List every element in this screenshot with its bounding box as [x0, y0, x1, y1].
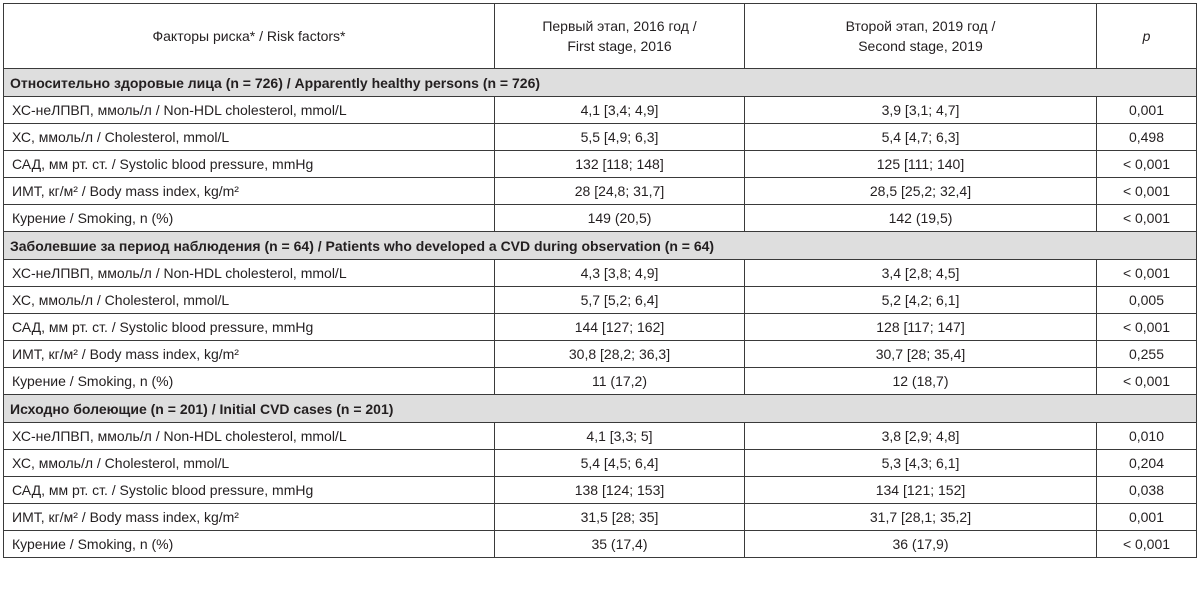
table-row [4, 124, 1197, 151]
table-row [4, 151, 1197, 178]
table-row [4, 341, 1197, 368]
p-value-cell: < 0,001 [1097, 368, 1197, 395]
stage1-cell: 5,5 [4,9; 6,3] [495, 124, 745, 151]
stage2-cell: 5,2 [4,2; 6,1] [745, 287, 1097, 314]
stage2-cell: 128 [117; 147] [745, 314, 1097, 341]
stage2-cell: 3,4 [2,8; 4,5] [745, 260, 1097, 287]
group-header-row [4, 69, 1197, 97]
p-value-cell: < 0,001 [1097, 151, 1197, 178]
group-header-row [4, 232, 1197, 260]
group-title: Исходно болеющие (n = 201) / Initial CVD cases (n = 201) [4, 395, 1197, 423]
p-value-cell: 0,204 [1097, 450, 1197, 477]
stage2-cell: 5,4 [4,7; 6,3] [745, 124, 1097, 151]
stage1-cell: 138 [124; 153] [495, 477, 745, 504]
p-value-cell: 0,498 [1097, 124, 1197, 151]
stage1-cell: 30,8 [28,2; 36,3] [495, 341, 745, 368]
stage2-cell: 5,3 [4,3; 6,1] [745, 450, 1097, 477]
table-row [4, 423, 1197, 450]
stage2-cell: 30,7 [28; 35,4] [745, 341, 1097, 368]
stage1-cell: 4,1 [3,4; 4,9] [495, 97, 745, 124]
stage1-cell: 4,3 [3,8; 4,9] [495, 260, 745, 287]
stage1-cell: 5,7 [5,2; 6,4] [495, 287, 745, 314]
group-header-row [4, 395, 1197, 423]
p-value-cell: 0,001 [1097, 504, 1197, 531]
stage1-cell: 5,4 [4,5; 6,4] [495, 450, 745, 477]
p-value-cell: < 0,001 [1097, 178, 1197, 205]
p-value-cell: 0,005 [1097, 287, 1197, 314]
table-row [4, 504, 1197, 531]
stage2-cell: 3,8 [2,9; 4,8] [745, 423, 1097, 450]
table-header-row [4, 4, 1197, 69]
stage1-cell: 28 [24,8; 31,7] [495, 178, 745, 205]
stage2-cell: 36 (17,9) [745, 531, 1097, 558]
stage2-cell: 142 (19,5) [745, 205, 1097, 232]
table-row [4, 450, 1197, 477]
table-row [4, 260, 1197, 287]
group-title: Заболевшие за период наблюдения (n = 64) / Patients who developed a CVD during observation (n = 64) [4, 232, 1197, 260]
factor-cell: ИМТ, кг/м² / Body mass index, kg/m² [4, 341, 495, 368]
stage1-cell: 35 (17,4) [495, 531, 745, 558]
table-row [4, 368, 1197, 395]
header-stage1 [495, 4, 745, 69]
p-value-cell: < 0,001 [1097, 314, 1197, 341]
factor-cell: ХС-неЛПВП, ммоль/л / Non-HDL cholesterol, mmol/L [4, 260, 495, 287]
p-value-cell: < 0,001 [1097, 205, 1197, 232]
table-row [4, 314, 1197, 341]
p-value-cell: 0,010 [1097, 423, 1197, 450]
p-value-cell: 0,038 [1097, 477, 1197, 504]
factor-cell: ИМТ, кг/м² / Body mass index, kg/m² [4, 178, 495, 205]
p-value-cell: < 0,001 [1097, 260, 1197, 287]
factor-cell: ИМТ, кг/м² / Body mass index, kg/m² [4, 504, 495, 531]
factor-cell: ХС, ммоль/л / Cholesterol, mmol/L [4, 287, 495, 314]
factor-cell: ХС-неЛПВП, ммоль/л / Non-HDL cholesterol, mmol/L [4, 97, 495, 124]
factor-cell: ХС-неЛПВП, ммоль/л / Non-HDL cholesterol, mmol/L [4, 423, 495, 450]
risk-factors-table [3, 3, 1197, 558]
p-value-cell: 0,255 [1097, 341, 1197, 368]
p-value-cell: 0,001 [1097, 97, 1197, 124]
stage1-cell: 132 [118; 148] [495, 151, 745, 178]
stage2-cell: 3,9 [3,1; 4,7] [745, 97, 1097, 124]
p-value-cell: < 0,001 [1097, 531, 1197, 558]
stage2-cell: 31,7 [28,1; 35,2] [745, 504, 1097, 531]
stage2-cell: 125 [111; 140] [745, 151, 1097, 178]
factor-cell: САД, мм рт. ст. / Systolic blood pressure, mmHg [4, 314, 495, 341]
header-p: p [1097, 4, 1197, 69]
factor-cell: ХС, ммоль/л / Cholesterol, mmol/L [4, 124, 495, 151]
stage1-cell: 11 (17,2) [495, 368, 745, 395]
table-row [4, 178, 1197, 205]
header-stage2 [745, 4, 1097, 69]
stage1-cell: 4,1 [3,3; 5] [495, 423, 745, 450]
factor-cell: ХС, ммоль/л / Cholesterol, mmol/L [4, 450, 495, 477]
stage1-cell: 144 [127; 162] [495, 314, 745, 341]
stage2-cell: 28,5 [25,2; 32,4] [745, 178, 1097, 205]
factor-cell: Курение / Smoking, n (%) [4, 205, 495, 232]
factor-cell: Курение / Smoking, n (%) [4, 531, 495, 558]
table-row [4, 477, 1197, 504]
header-stage2-line1: Второй этап, 2019 год / [845, 18, 996, 34]
table-row [4, 287, 1197, 314]
table-row [4, 531, 1197, 558]
factor-cell: САД, мм рт. ст. / Systolic blood pressure, mmHg [4, 151, 495, 178]
table-body [4, 69, 1197, 558]
header-stage1-line1: Первый этап, 2016 год / [542, 18, 697, 34]
header-stage1-line2: First stage, 2016 [567, 38, 672, 54]
factor-cell: САД, мм рт. ст. / Systolic blood pressure, mmHg [4, 477, 495, 504]
group-title: Относительно здоровые лица (n = 726) / Apparently healthy persons (n = 726) [4, 69, 1197, 97]
stage2-cell: 12 (18,7) [745, 368, 1097, 395]
stage1-cell: 31,5 [28; 35] [495, 504, 745, 531]
table-row [4, 205, 1197, 232]
header-factor: Факторы риска* / Risk factors* [4, 4, 495, 69]
factor-cell: Курение / Smoking, n (%) [4, 368, 495, 395]
stage2-cell: 134 [121; 152] [745, 477, 1097, 504]
header-stage2-line2: Second stage, 2019 [858, 38, 983, 54]
stage1-cell: 149 (20,5) [495, 205, 745, 232]
table-row [4, 97, 1197, 124]
